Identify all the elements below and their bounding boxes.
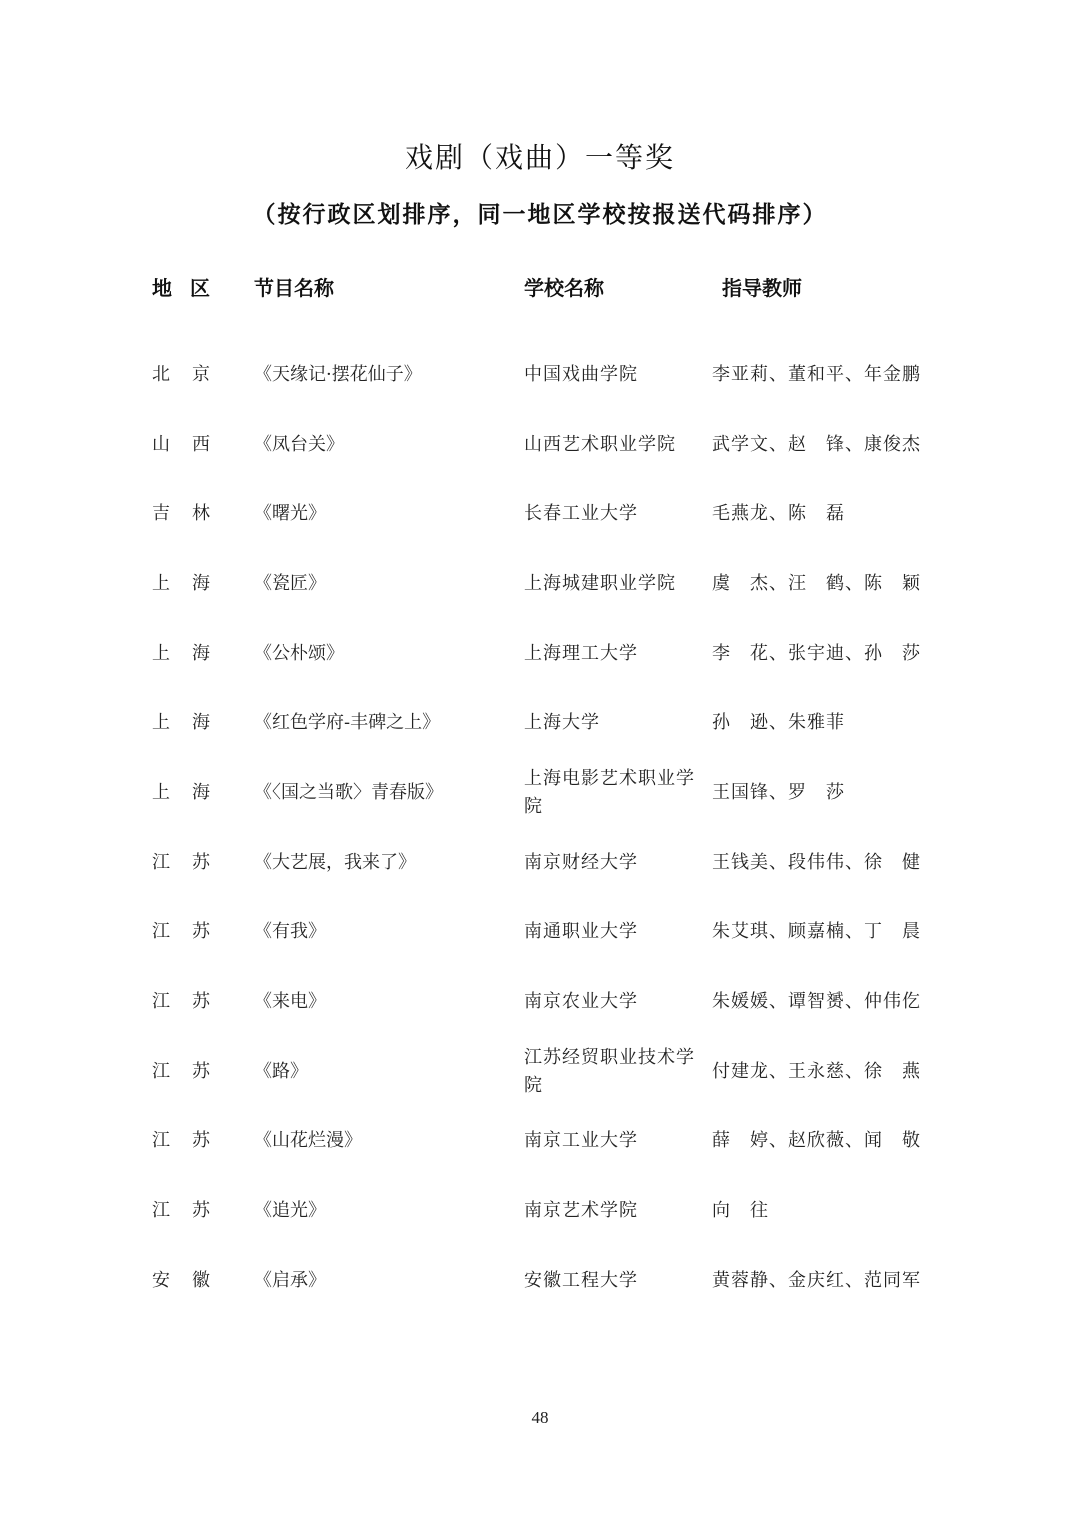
school-cell: 江苏经贸职业技术学院: [524, 1046, 695, 1096]
school-cell: 上海大学: [524, 712, 600, 734]
region-cell: 上海: [152, 642, 232, 664]
program-cell: 《瓷匠》: [254, 572, 326, 594]
school-cell: 南京财经大学: [524, 851, 638, 873]
teacher-cell: 李 花、张宇迪、孙 莎: [712, 642, 921, 664]
region-cell: 上海: [152, 572, 232, 594]
school-cell: 南京农业大学: [524, 991, 638, 1013]
program-cell: 《大艺展，我来了》: [254, 851, 416, 873]
region-cell: 山西: [152, 433, 232, 455]
table-row: [0, 619, 1080, 689]
table-row: [0, 1107, 1080, 1177]
region-cell: 江苏: [152, 921, 232, 943]
school-cell: 中国戏曲学院: [524, 363, 638, 385]
teacher-cell: 黄蓉静、金庆红、范同军: [712, 1269, 921, 1291]
school-cell: 南京工业大学: [524, 1130, 638, 1152]
region-cell: 上海: [152, 781, 232, 803]
teacher-cell: 王钱美、段伟伟、徐 健: [712, 851, 921, 873]
table-row: [0, 1037, 1080, 1107]
program-cell: 《红色学府-丰碑之上》: [254, 712, 441, 734]
program-cell: 《追光》: [254, 1200, 326, 1222]
program-cell: 《有我》: [254, 921, 326, 943]
teacher-cell: 虞 杰、汪 鹤、陈 颖: [712, 572, 921, 594]
teacher-cell: 李亚莉、董和平、年金鹏: [712, 363, 921, 385]
school-cell: 山西艺术职业学院: [524, 433, 676, 455]
school-cell: 上海理工大学: [524, 642, 638, 664]
table-row: [0, 758, 1080, 828]
program-cell: 《〈国之当歌〉青春版》: [254, 781, 443, 803]
program-cell: 《启承》: [254, 1269, 326, 1291]
teacher-cell: 向 往: [712, 1200, 769, 1222]
region-cell: 江苏: [152, 1060, 232, 1082]
teacher-cell: 王国锋、罗 莎: [712, 781, 845, 803]
teacher-cell: 朱艾琪、顾嘉楠、丁 晨: [712, 921, 921, 943]
program-cell: 《来电》: [254, 991, 326, 1013]
region-cell: 安徽: [152, 1269, 232, 1291]
program-cell: 《路》: [254, 1060, 308, 1082]
header-school: 学校名称: [524, 276, 604, 300]
region-cell: 北京: [152, 363, 232, 385]
program-cell: 《公朴颂》: [254, 642, 344, 664]
table-row: [0, 898, 1080, 968]
page-number: 48: [531, 1408, 549, 1427]
teacher-cell: 毛燕龙、陈 磊: [712, 503, 845, 525]
table-row: [0, 688, 1080, 758]
teacher-cell: 薛 婷、赵欣薇、闻 敬: [712, 1130, 921, 1152]
table-header: [0, 272, 1080, 302]
teacher-cell: 付建龙、王永慈、徐 燕: [712, 1060, 921, 1082]
award-table: [0, 340, 1080, 1316]
school-cell: 长春工业大学: [524, 503, 638, 525]
school-cell: 上海城建职业学院: [524, 572, 676, 594]
table-row: [0, 967, 1080, 1037]
table-row: [0, 410, 1080, 480]
header-teacher: 指导教师: [722, 276, 802, 300]
school-cell: 南京艺术学院: [524, 1200, 638, 1222]
region-cell: 上海: [152, 712, 232, 734]
teacher-cell: 孙 逊、朱雅菲: [712, 712, 845, 734]
school-cell: 南通职业大学: [524, 921, 638, 943]
teacher-cell: 朱媛媛、谭智赟、仲伟仡: [712, 991, 921, 1013]
program-cell: 《曙光》: [254, 503, 326, 525]
page-subtitle: （按行政区划排序，同一地区学校按报送代码排序）: [252, 202, 828, 228]
region-cell: 江苏: [152, 991, 232, 1013]
header-region: 地区: [152, 276, 228, 300]
table-row: [0, 479, 1080, 549]
table-row: [0, 549, 1080, 619]
region-cell: 江苏: [152, 851, 232, 873]
region-cell: 江苏: [152, 1130, 232, 1152]
page-title: 戏剧（戏曲）一等奖: [404, 141, 675, 174]
school-cell: 安徽工程大学: [524, 1269, 638, 1291]
program-cell: 《山花烂漫》: [254, 1130, 362, 1152]
region-cell: 江苏: [152, 1200, 232, 1222]
teacher-cell: 武学文、赵 锋、康俊杰: [712, 433, 921, 455]
table-row: [0, 828, 1080, 898]
school-cell: 上海电影艺术职业学院: [524, 767, 695, 817]
program-cell: 《凤台关》: [254, 433, 344, 455]
header-program: 节目名称: [254, 276, 334, 300]
table-row: [0, 340, 1080, 410]
table-row: [0, 1246, 1080, 1316]
program-cell: 《天缘记·摆花仙子》: [254, 363, 422, 385]
region-cell: 吉林: [152, 503, 232, 525]
table-row: [0, 1176, 1080, 1246]
